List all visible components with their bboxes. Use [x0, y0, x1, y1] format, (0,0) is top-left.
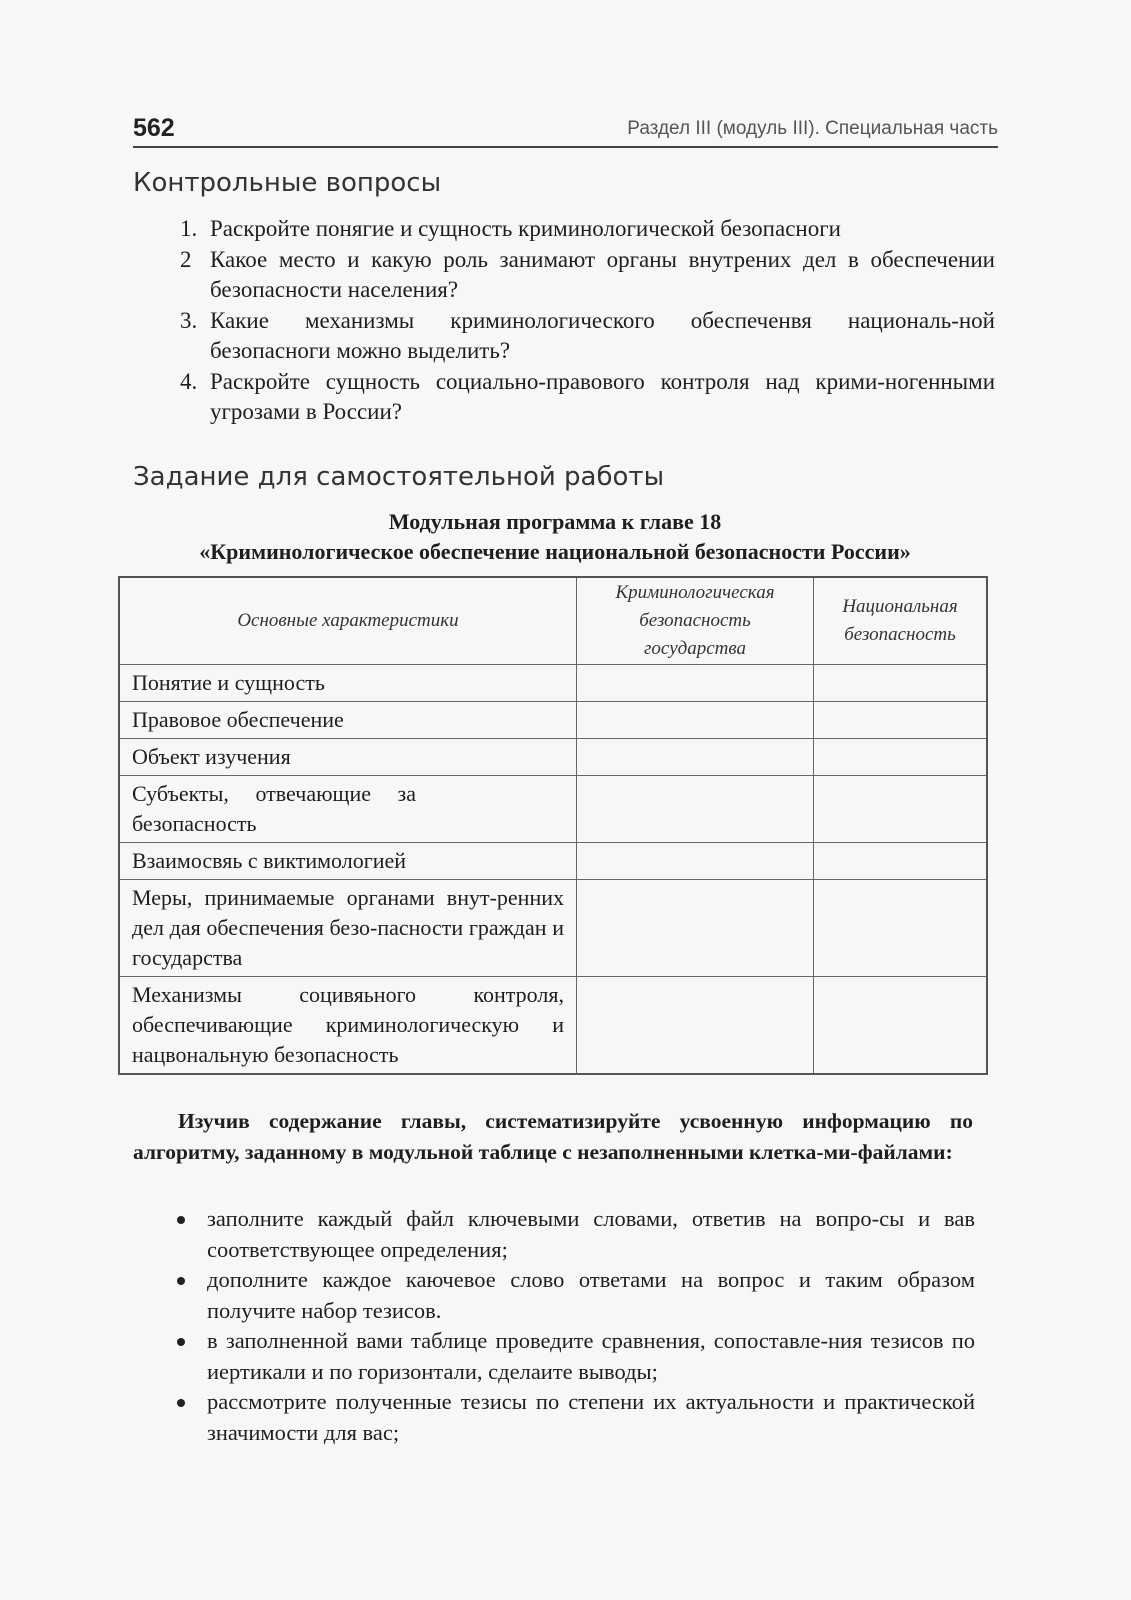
empty-cell: [577, 739, 814, 776]
question-item: [180, 306, 995, 367]
question-text: Раскройте сущность социально-правового контроля над крими-ногенными угрозами в России?: [210, 368, 995, 424]
control-questions-heading: Контрольные вопросы: [133, 168, 442, 198]
bullet-icon: [177, 1399, 185, 1407]
question-number: 3.: [180, 307, 198, 333]
row-label: Объект изучения: [119, 739, 577, 776]
question-number: 1.: [180, 216, 198, 241]
question-item: [180, 214, 995, 245]
empty-cell: [814, 739, 988, 776]
independent-work-heading: Задание для самостоятельной работы: [133, 462, 665, 492]
bullet-item: [175, 1387, 975, 1448]
table-row: [119, 702, 987, 739]
question-item: [180, 367, 995, 428]
empty-cell: [577, 843, 814, 880]
table-row: [119, 843, 987, 880]
empty-cell: [814, 843, 988, 880]
table-caption-line2: «Криминологическое обеспечение национальной безопасности России»: [199, 539, 911, 564]
module-table: [118, 576, 988, 1075]
question-text: Какое место и какую роль занимают органы внутрених дел в обеспечении безопасности населения?: [210, 246, 995, 302]
table-row: [119, 880, 987, 977]
empty-cell: [577, 977, 814, 1075]
empty-cell: [577, 776, 814, 843]
question-number: 4.: [180, 368, 198, 394]
row-label: Субъекты, отвечающие за безопасность: [119, 776, 577, 843]
row-label: Меры, принимаемые органами внут-ренних дел дая обеспечения безо-пасности граждан и государства: [119, 880, 577, 977]
empty-cell: [814, 880, 988, 977]
question-text: Раскройте понягие и сущность криминологической безопасноги: [210, 216, 841, 241]
empty-cell: [577, 665, 814, 702]
table-caption-line1: Модульная программа к главе 18: [388, 509, 722, 534]
bullet-item: [175, 1265, 975, 1326]
row-label: Механизмы социвяьного контроля, обеспечивающие криминологическую и нацвональную безопасность: [119, 977, 577, 1075]
bullet-icon: [177, 1338, 185, 1346]
header-national-security: Национальная безопасность: [814, 577, 988, 665]
table-row: [119, 776, 987, 843]
header-main-characteristics: Основные характеристики: [119, 577, 577, 665]
header-criminological-security: Криминологическая безопасность государства: [577, 577, 814, 665]
table-header-row: [119, 577, 987, 665]
bullet-item: [175, 1326, 975, 1387]
bullet-item: [175, 1204, 975, 1265]
instruction-bullets: [175, 1204, 975, 1448]
bullet-icon: [177, 1277, 185, 1285]
empty-cell: [814, 702, 988, 739]
empty-cell: [814, 665, 988, 702]
row-label: Понятие и сущность: [119, 665, 577, 702]
control-questions-list: [180, 214, 995, 428]
row-label: Правовое обеспечение: [119, 702, 577, 739]
empty-cell: [577, 880, 814, 977]
page-header: [133, 112, 998, 148]
table-row: [119, 739, 987, 776]
bullet-text: дополните каждое каючевое слово ответами на вопрос и таким образом получите набор тезисов.: [207, 1267, 975, 1323]
table-row: [119, 665, 987, 702]
table-row: [119, 977, 987, 1075]
question-text: Какие механизмы криминологического обеспеченвя националь-ной безопасноги можно выделить?: [210, 307, 995, 363]
empty-cell: [814, 977, 988, 1075]
row-label: Взаимосвяь с виктимологией: [119, 843, 577, 880]
empty-cell: [814, 776, 988, 843]
instruction-paragraph: Изучив содержание главы, систематизируйте усвоенную информацию по алгоритму, заданному в модульной таблице с незаполненными клетка-ми-файлами:: [133, 1109, 973, 1164]
empty-cell: [577, 702, 814, 739]
question-number: 2: [180, 246, 192, 272]
bullet-text: в заполненной вами таблице проведите сравнения, сопоставле-ния тезисов по иертикали и по горизонтали, сделаите выводы;: [207, 1328, 975, 1384]
bullet-text: рассмотрите полученные тезисы по степени их актуальности и практической значимости для вас;: [207, 1389, 975, 1445]
table-caption: [120, 507, 990, 567]
bullet-icon: [177, 1216, 185, 1224]
page-number: 562: [133, 114, 175, 142]
running-head: Раздел III (модуль III). Специальная часть: [627, 118, 998, 139]
bullet-text: заполните каждый файл ключевыми словами, ответив на вопро-сы и вав соответствующее определения;: [207, 1206, 975, 1262]
question-item: [180, 245, 995, 306]
